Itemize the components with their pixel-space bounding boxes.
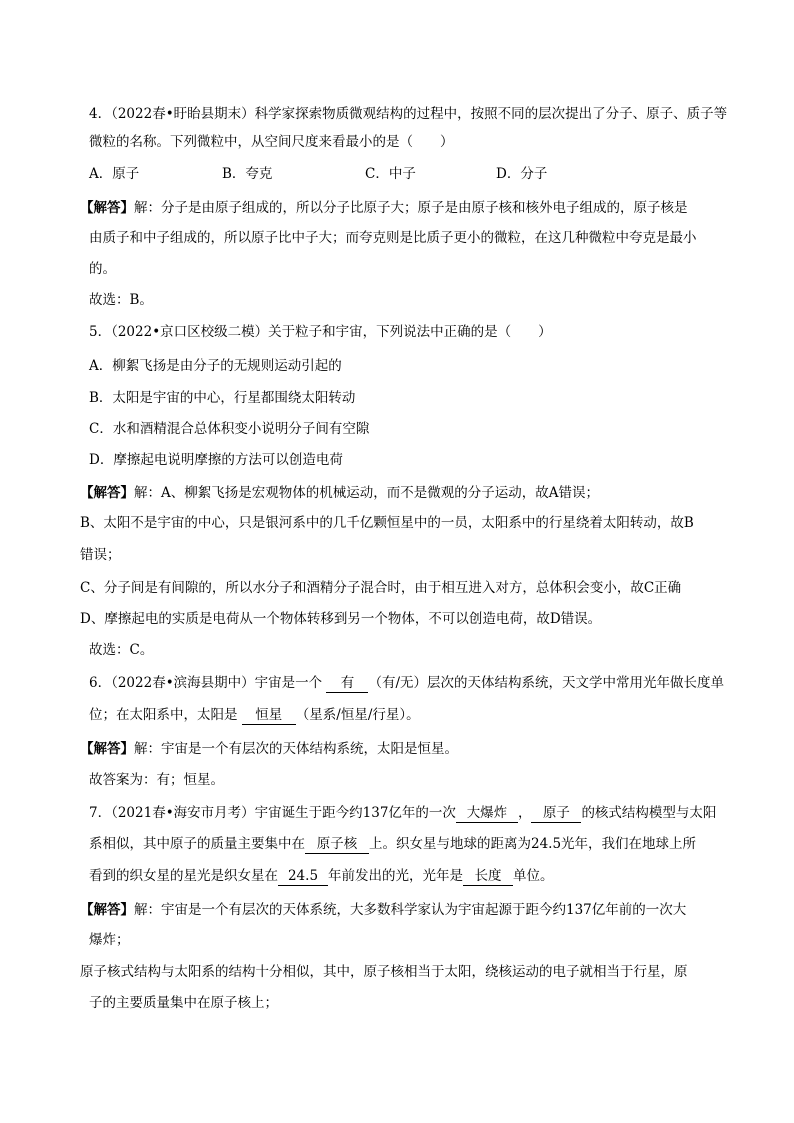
q5-stem-text: （2022•京口区校级二模）关于粒子和宇宙，下列说法中正确的是（ ） [111,324,552,340]
q6-answer-text1: 解：宇宙是一个有层次的天体结构系统，太阳是恒星。 [134,741,458,757]
q7-blank5: 长度 [463,867,513,886]
q7-stem-line3 [89,866,554,886]
q7-answer-line4: 子的主要质量集中在原子核上； [89,995,278,1011]
q5-answer-line2: B、太阳不是宇宙的中心，只是银河系中的几千亿颗恒星中的一员，太阳系中的行星绕着太阳转动，故B [80,515,694,531]
q7-blank1: 大爆炸 [456,804,518,823]
q7-stem-f: 看到的织女星的星光是织女星在 [89,868,278,884]
q7-stem-h: 单位。 [513,868,554,884]
q4-answer-line3: 的。 [89,261,116,277]
q7-stem-line2 [89,834,696,854]
q4-option-b: B．夸克 [222,166,273,182]
q4-answer-line2: 由质子和中子组成的，所以原子比中子大；而夸克则是比质子更小的微粒，在这几种微粒中夸克是最小 [89,230,697,246]
q7-answer-line2: 爆炸； [89,932,130,948]
q6-stem-line1 [89,673,724,693]
q7-answer-label: 【解答】 [80,902,134,918]
q7-answer-text1: 解：宇宙是一个有层次的天体系统，大多数科学家认为宇宙起源于距今约137亿年前的一次大 [134,902,687,918]
q7-stem-c: 的核式结构模型与太阳 [581,805,717,821]
q7-number: 7． [89,805,112,821]
q7-stem-b: ， [517,805,532,821]
q7-blank2: 原子 [531,804,581,823]
q7-answer-line1 [80,900,686,920]
q4-answer-line1 [80,198,688,218]
q4-option-d: D．分子 [496,166,548,182]
q6-stem-b: （有/无）层次的天体结构系统，天文学中常用光年做长度单 [368,675,725,691]
q4-conclusion: 故选：B。 [89,292,153,308]
q5-answer-line4: C、分子间是有间隙的，所以水分子和酒精分子混合时，由于相互进入对方，总体积会变小，故C正确 [80,580,682,596]
q6-stem-c: 位；在太阳系中，太阳是 [89,707,242,723]
q7-stem-e: 上。织女星与地球的距离为24.5光年，我们在地球上所 [369,836,697,852]
q5-conclusion: 故选：C。 [89,642,154,658]
q6-stem-d: （星系/恒星/行星）。 [295,707,420,723]
q5-answer-label: 【解答】 [80,485,134,501]
q5-option-b: B．太阳是宇宙的中心，行星都围绕太阳转动 [89,390,356,406]
q4-stem-text1: （2022春•盱眙县期末）科学家探索物质微观结构的过程中，按照不同的层次提出了分子、原子、质子等 [111,106,728,122]
q7-blank4: 24.5 [278,867,328,886]
q4-stem-line2: 微粒的名称。下列微粒中，从空间尺度来看最小的是（ ） [89,134,454,150]
q6-blank1: 有 [326,674,368,693]
q7-answer-line3: 原子核式结构与太阳系的结构十分相似，其中，原子核相当于太阳，绕核运动的电子就相当于行星，原 [80,964,688,980]
q6-blank2: 恒星 [242,706,296,725]
q6-answer-line1 [80,739,458,759]
q7-stem-a: （2021春•海安市月考）宇宙诞生于距今约137亿年的一次 [111,805,456,821]
q6-number: 6． [89,675,112,691]
q6-stem-a: （2022春•滨海县期中）宇宙是一个 [111,675,327,691]
q6-answer-label: 【解答】 [80,741,134,757]
q6-stem-line2 [89,705,420,725]
q7-blank3: 原子核 [305,835,369,854]
q5-answer-line1 [80,483,599,503]
q4-stem-line1 [89,104,727,124]
q5-answer-line5: D、摩擦起电的实质是电荷从一个物体转移到另一个物体，不可以创造电荷，故D错误。 [80,611,602,627]
q5-option-c: C．水和酒精混合总体积变小说明分子间有空隙 [89,421,370,437]
q4-option-a: A．原子 [89,166,140,182]
q5-answer-line3: 错误； [80,547,121,563]
q4-option-c: C．中子 [365,166,416,182]
q6-conclusion: 故答案为：有；恒星。 [89,772,224,788]
q5-option-d: D．摩擦起电说明摩擦的方法可以创造电荷 [89,452,343,468]
q4-number: 4． [89,106,112,122]
q5-stem [89,322,552,342]
q5-number: 5． [89,324,112,340]
q7-stem-g: 年前发出的光，光年是 [328,868,463,884]
q4-answer-label: 【解答】 [80,200,134,216]
q7-stem-d: 系相似，其中原子的质量主要集中在 [89,836,305,852]
q7-stem-line1 [89,803,716,823]
q5-answer-text1: 解：A、柳絮飞扬是宏观物体的机械运动，而不是微观的分子运动，故A错误； [134,485,599,501]
q4-answer-text1: 解：分子是由原子组成的，所以分子比原子大；原子是由原子核和核外电子组成的，原子核是 [134,200,688,216]
q5-option-a: A．柳絮飞扬是由分子的无规则运动引起的 [89,358,342,374]
